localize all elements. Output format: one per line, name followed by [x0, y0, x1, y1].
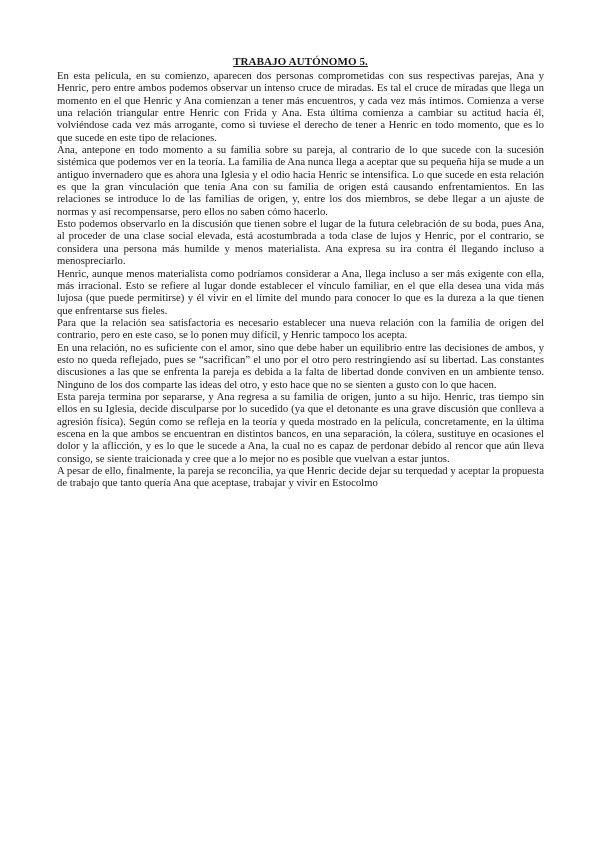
paragraph-4: Henric, aunque menos materialista como podríamos considerar a Ana, llega incluso a ser más exigente con ella, más irracional. Esto se refiere al lugar donde establecer el vínculo familiar, en el que ella desea una vida más lujosa (que puede permitirse) y él vivir en el límite del mundo para conocer lo que es la dureza a la que tienen que enfrentarse sus fieles.: [57, 267, 544, 317]
paragraph-5: Para que la relación sea satisfactoria es necesario establecer una nueva relación con la familia de origen del contrario, pero en este caso, se lo ponen muy difícil, y Henric tampoco los acepta.: [57, 316, 544, 342]
paragraph-2: Ana, antepone en todo momento a su familia sobre su pareja, al contrario de lo que sucede con la sucesión sistémica que podemos ver en la teoría. La familia de Ana nunca llega a aceptar que su pequeña hija se mude a un antiguo invernadero que es ahora una Iglesia y el odio hacia Henric se intensifica. Lo que sucede en esta relación es que la gran vinculación que tenía Ana con su familia de origen está causando enfrentamientos. En las relaciones se introduce lo de las familias de origen, y, entre los dos miembros, se debe llegar a un ajuste de normas y así recompensarse, pero ellos no saben cómo hacerlo.: [57, 144, 544, 218]
document-body: [57, 56, 544, 490]
paragraph-7: Esta pareja termina por separarse, y Ana regresa a su familia de origen, junto a su hijo. Henric, tras tiempo sin ellos en su Iglesia, decide disculparse por lo sucedido (ya que el detonante es una grave discusión que conlleva a agresión física). Según como se refleja en la teoría y queda mostrado en la película, concretamente, en la última escena en la que ambos se encuentran en distintos bancos, en una separación, la cólera, sustituye en ocasiones el dolor y la aflicción, y es lo que le sucede a Ana, la cual no es capaz de perdonar debido al rencor que aún lleva consigo, se siente traicionada y cree que a lo mejor no es posible que vuelvan a estar juntos.: [57, 390, 544, 465]
paragraph-8: A pesar de ello, finalmente, la pareja se reconcilia, ya que Henric decide dejar su terquedad y aceptar la propuesta de trabajo que tanto quería Ana que aceptase, trabajar y vivir en Estocolmo: [57, 465, 544, 490]
document-title: TRABAJO AUTÓNOMO 5.: [233, 56, 368, 68]
paragraph-1: En esta película, en su comienzo, aparecen dos personas comprometidas con sus respectivas parejas, Ana y Henric, pero entre ambos podemos observar un intenso cruce de miradas. Es tal el cruce de miradas que llega un momento en el que Henric y Ana comienzan a tener más encuentros, y cada vez más íntimos. Comienza a verse una relación triangular entre Henric con Frida y Ana. Esta última comienza a cambiar su actitud hacia él, volviéndose cada vez más arrogante, como si tuviese el derecho de tener a Henric en todo momento, que es lo que sucede en este tipo de relaciones.: [57, 70, 544, 144]
paragraph-6: En una relación, no es suficiente con el amor, sino que debe haber un equilibrio entre las decisiones de ambos, y esto no queda reflejado, pues se “sacrifican” el uno por el otro pero restringiendo así su libertad. Las constantes discusiones a las que se enfrenta la pareja es debida a la falta de libertad donde conviven en un ambiente tenso. Ninguno de los dos comparte las ideas del otro, y esto hace que no se sienten a gusto con lo que hacen.: [57, 341, 544, 391]
paragraph-3: Esto podemos observarlo en la discusión que tienen sobre el lugar de la futura celebración de su boda, pues Ana, al proceder de una clase social elevada, está acostumbrada a toda clase de lujos y Henric, por el contrario, se considera una persona más humilde y menos materialista. Ana expresa su ira contra él llegando incluso a menospreciarlo.: [57, 218, 544, 268]
